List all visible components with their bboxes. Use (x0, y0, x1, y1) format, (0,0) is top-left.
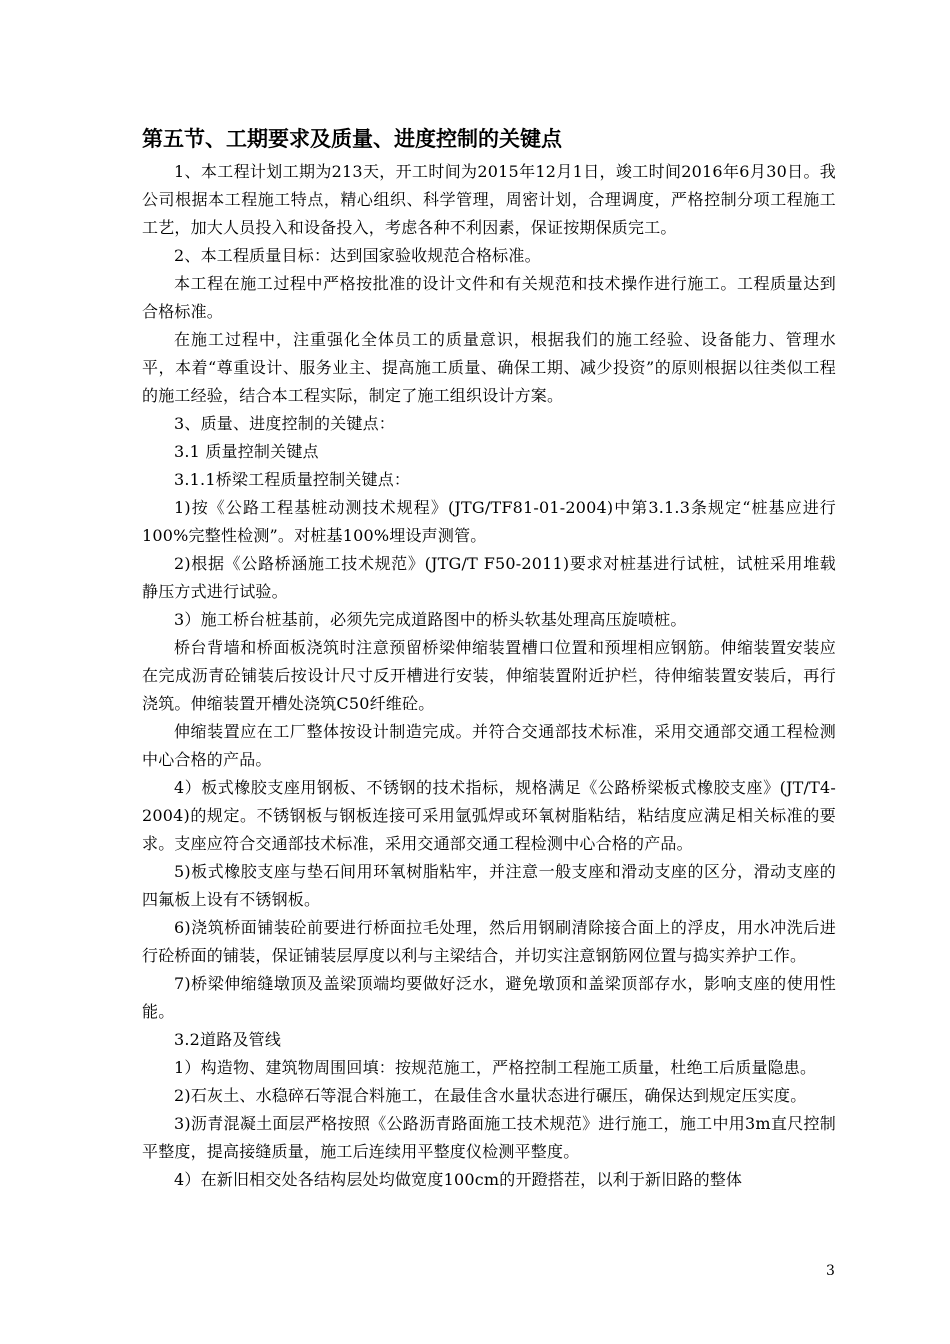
paragraph: 2、本工程质量目标：达到国家验收规范合格标准。 (174, 246, 541, 265)
paragraph-list (142, 158, 836, 1194)
paragraph: 3.2道路及管线 (174, 1030, 282, 1049)
section-title: 第五节、工期要求及质量、进度控制的关键点 (142, 127, 562, 151)
paragraph: 3.1 质量控制关键点 (174, 442, 319, 461)
paragraph: 1、本工程计划工期为213天，开工时间为2015年12月1日，竣工时间2016年6月30日。我公司根据本工程施工特点，精心组织、科学管理，周密计划，合理调度，严格控制分项工程施工工艺，加大人员投入和设备投入，考虑各种不利因素，保证按期保质完工。 (142, 162, 836, 237)
page-number: 3 (826, 1263, 835, 1279)
paragraph: 5)板式橡胶支座与垫石间用环氧树脂粘牢，并注意一般支座和滑动支座的区分，滑动支座的四氟板上设有不锈钢板。 (142, 862, 836, 909)
paragraph: 4）在新旧相交处各结构层处均做宽度100cm的开蹬搭茬，以利于新旧路的整体 (174, 1170, 743, 1189)
paragraph: 6)浇筑桥面铺装砼前要进行桥面拉毛处理，然后用钢刷清除接合面上的浮皮，用水冲洗后进行砼桥面的铺装，保证铺装层厚度以利与主梁结合，并切实注意钢筋网位置与捣实养护工作。 (142, 918, 836, 965)
paragraph: 2)石灰土、水稳碎石等混合料施工，在最佳含水量状态进行碾压，确保达到规定压实度。 (174, 1086, 807, 1105)
paragraph: 3)沥青混凝土面层严格按照《公路沥青路面施工技术规范》进行施工，施工中用3m直尺控制平整度，提高接缝质量，施工后连续用平整度仪检测平整度。 (142, 1114, 836, 1161)
paragraph: 伸缩装置应在工厂整体按设计制造完成。并符合交通部技术标准，采用交通部交通工程检测中心合格的产品。 (142, 722, 836, 769)
paragraph: 本工程在施工过程中严格按批准的设计文件和有关规范和技术操作进行施工。工程质量达到合格标准。 (142, 274, 836, 321)
paragraph: 3、质量、进度控制的关键点： (174, 414, 395, 433)
document-body (142, 124, 836, 1194)
paragraph: 4）板式橡胶支座用钢板、不锈钢的技术指标，规格满足《公路桥梁板式橡胶支座》(JT/T4-2004)的规定。不锈钢板与钢板连接可采用氩弧焊或环氧树脂粘结，粘结度应满足相关标准的要求。支座应符合交通部技术标准，采用交通部交通工程检测中心合格的产品。 (142, 778, 836, 853)
paragraph: 3.1.1桥梁工程质量控制关键点： (174, 470, 411, 489)
paragraph: 2)根据《公路桥涵施工技术规范》(JTG/T F50-2011)要求对桩基进行试桩，试桩采用堆载静压方式进行试验。 (142, 554, 836, 601)
paragraph: 1）构造物、建筑物周围回填：按规范施工，严格控制工程施工质量，杜绝工后质量隐患。 (174, 1058, 817, 1077)
paragraph: 桥台背墙和桥面板浇筑时注意预留桥梁伸缩装置槽口位置和预埋相应钢筋。伸缩装置安装应在完成沥青砼铺装后按设计尺寸反开槽进行安装，伸缩装置附近护栏，待伸缩装置安装后，再行浇筑。伸缩装置开槽处浇筑C50纤维砼。 (142, 638, 836, 713)
paragraph: 7)桥梁伸缩缝墩顶及盖梁顶端均要做好泛水，避免墩顶和盖梁顶部存水，影响支座的使用性能。 (142, 974, 836, 1021)
paragraph: 1)按《公路工程基桩动测技术规程》(JTG/TF81-01-2004)中第3.1.3条规定“桩基应进行100%完整性检测”。对桩基100%埋设声测管。 (142, 498, 836, 545)
paragraph: 3）施工桥台桩基前，必须先完成道路图中的桥头软基处理高压旋喷桩。 (174, 610, 687, 629)
paragraph: 在施工过程中，注重强化全体员工的质量意识，根据我们的施工经验、设备能力、管理水平，本着“尊重设计、服务业主、提高施工质量、确保工期、减少投资”的原则根据以往类似工程的施工经验，结合本工程实际，制定了施工组织设计方案。 (142, 330, 836, 405)
